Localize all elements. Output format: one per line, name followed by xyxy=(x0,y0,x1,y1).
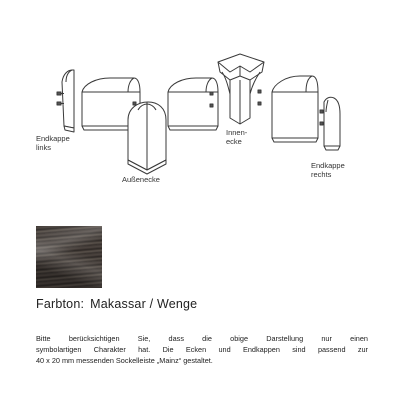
label-inner-corner-line1: Innen- xyxy=(226,128,248,137)
skirting-piece-3-drawing xyxy=(272,76,318,142)
label-inner-corner-line2: ecke xyxy=(226,137,242,146)
note-line2: symbolartigen Charakter hat. Die Ecken und Endkappen sind passend zur xyxy=(36,345,368,354)
skirting-piece-2-drawing xyxy=(168,78,218,130)
label-end-cap-left xyxy=(36,134,96,152)
label-inner-corner xyxy=(226,128,266,146)
inner-corner-drawing xyxy=(218,54,264,124)
end-cap-left-drawing xyxy=(57,70,74,132)
color-swatch xyxy=(36,226,102,288)
color-label: Farbton: xyxy=(36,297,85,311)
color-value: Makassar / Wenge xyxy=(90,297,198,311)
label-outer-corner: Außenecke xyxy=(122,175,160,184)
label-end-cap-right-line1: Endkappe xyxy=(311,161,345,170)
end-cap-right-drawing xyxy=(320,97,340,150)
label-end-cap-right xyxy=(311,161,371,179)
label-end-cap-left-line2: links xyxy=(36,143,52,152)
outer-corner-drawing xyxy=(128,102,166,174)
note-line1: Bitte berücksichtigen Sie, dass die obige Darstellung nur einen xyxy=(36,334,368,343)
color-line xyxy=(36,297,197,311)
label-end-cap-left-line1: Endkappe xyxy=(36,134,70,143)
note-line3: 40 x 20 mm messenden Sockelleiste „Mainz“ gestaltet. xyxy=(36,356,213,365)
note-text xyxy=(36,333,368,366)
label-end-cap-right-line2: rechts xyxy=(311,170,332,179)
